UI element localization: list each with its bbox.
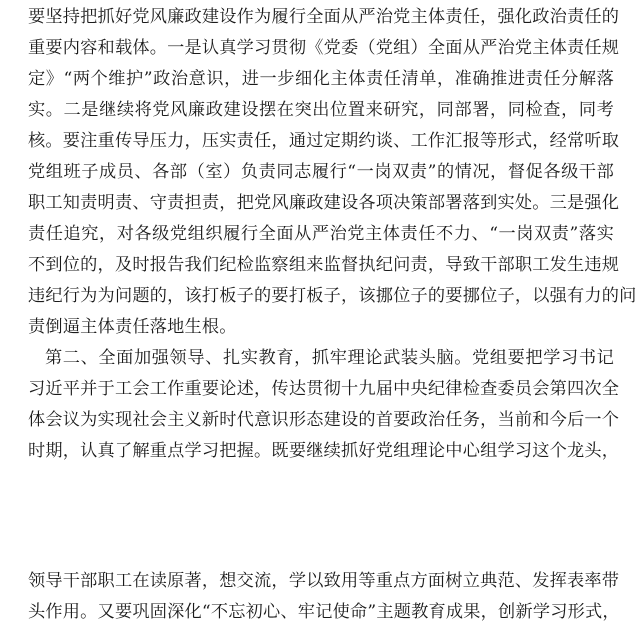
text-line: 实。二是继续将党风廉政建设摆在突出位置来研究，同部署，同检查，同考 [28,100,614,120]
text-line: 时期，认真了解重点学习把握。既要继续抓好党组理论中心组学习这个龙头， [28,441,620,461]
text-line: 领导干部职工在读原著，想交流，学以致用等重点方面树立典范、发挥表率带 [28,571,620,591]
text-line: 体会议为实现社会主义新时代意识形态建设的首要政治任务，当前和今后一个 [28,410,620,430]
text-line: 习近平并于工会工作重要论述，传达贯彻十九届中央纪律检查委员会第四次全 [28,379,620,399]
text-line: 定》“两个维护”政治意识，进一步细化主体责任清单，准确推进责任分解落 [28,69,614,89]
text-line: 责任追究，对各级党组织履行全面从严治党主体责任不力、“一岗双责”落实 [28,224,614,244]
paragraph-first-line: 第二、全面加强领导、扎实教育，抓牢理论武装头脑。党组要把学习书记 [45,348,614,368]
text-line: 要坚持把抓好党风廉政建设作为履行全面从严治党主体责任，强化政治责任的 [28,7,620,27]
text-line: 责倒逼主体责任落地生根。 [28,317,237,337]
text-line: 不到位的，及时报告我们纪检监察组来监督执纪问责，导致干部职工发生违规 [28,255,620,275]
text-line: 重要内容和载体。一是认真学习贯彻《党委（党组）全面从严治党主体责任规 [28,38,620,58]
text-line: 核。要注重传导压力，压实责任，通过定期约谈、工作汇报等形式，经常听取 [28,131,620,151]
text-line: 职工知责明责、守责担责，把党风廉政建设各项决策部署落到实处。三是强化 [28,193,620,213]
text-line: 违纪行为为问题的，该打板子的要打板子，该挪位子的要挪位子，以强有力的问 [28,286,637,306]
text-line: 党组班子成员、各部（室）负责同志履行“一岗双责”的情况，督促各级干部 [28,162,614,182]
text-line: 头作用。又要巩固深化“不忘初心、牢记使命”主题教育成果，创新学习形式， [28,602,620,622]
